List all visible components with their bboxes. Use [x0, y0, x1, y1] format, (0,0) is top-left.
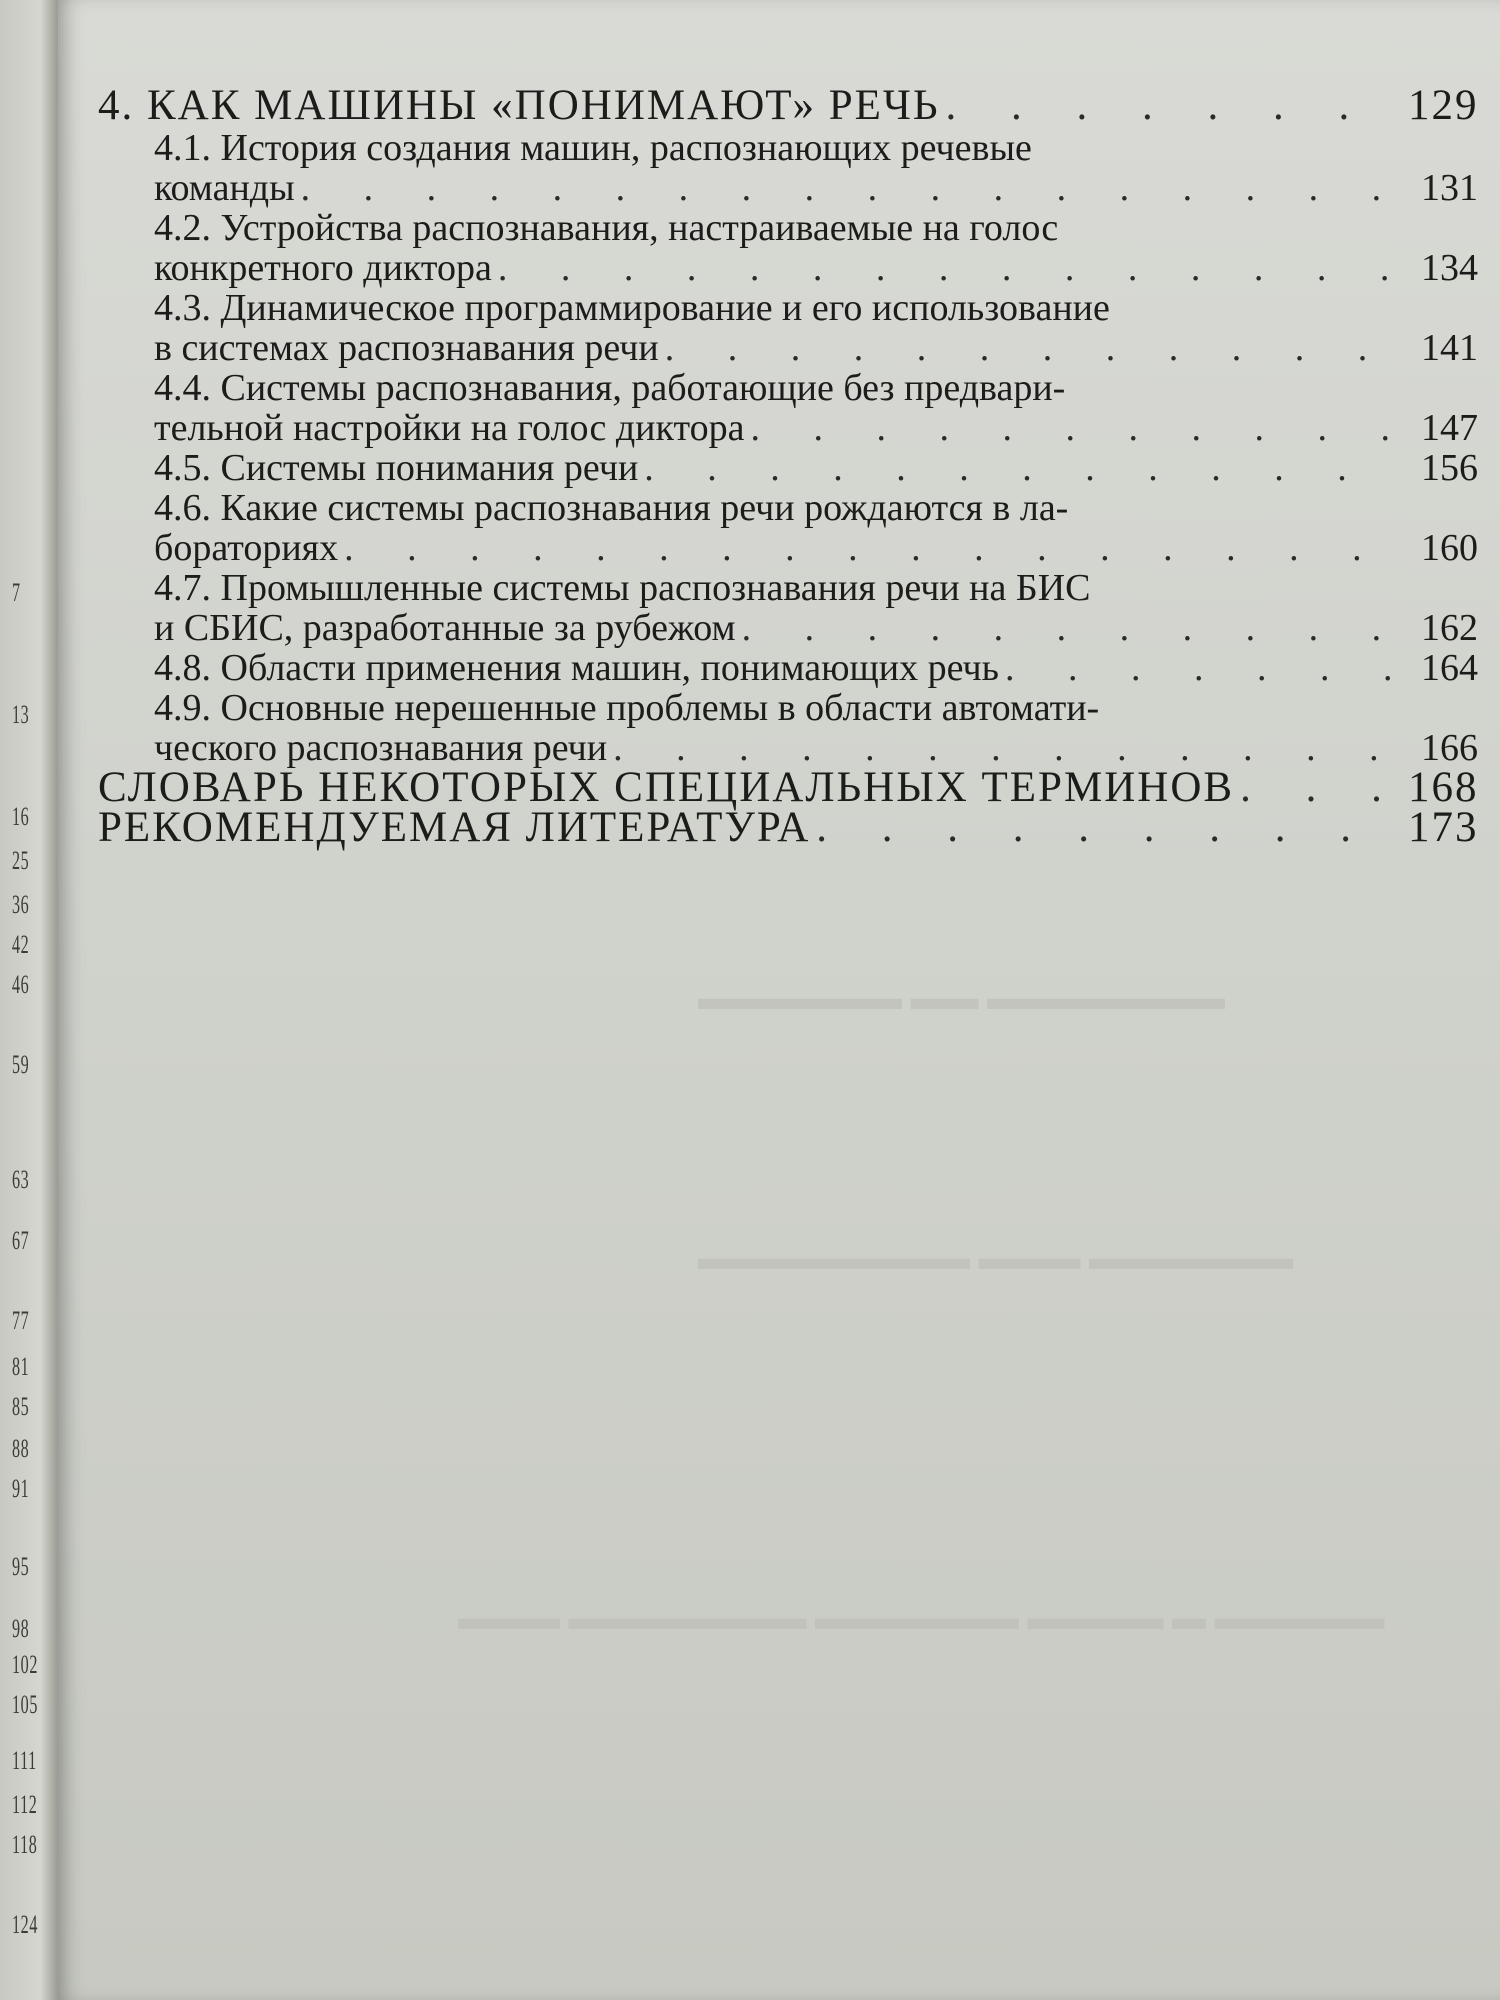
toc-entry-4-4-cont	[98, 408, 1478, 448]
gutter-number: 67	[12, 1226, 30, 1255]
gutter-number: 98	[12, 1614, 30, 1643]
glossary-title: СЛОВАРЬ НЕКОТОРЫХ СПЕЦИАЛЬНЫХ ТЕРМИНОВ	[98, 764, 1235, 811]
dot-leader	[344, 528, 1402, 568]
gutter-number: 59	[12, 1050, 30, 1079]
toc-entry-4-6	[98, 488, 1478, 528]
page-number: 129	[1408, 82, 1479, 129]
entry-line-1: 4.2. Устройства распознавания, настраиваемые на голос	[154, 207, 1059, 249]
book-page	[58, 0, 1500, 2000]
facing-page-edge	[0, 0, 58, 2000]
page-number: 141	[1421, 327, 1478, 369]
toc-entry-4-5	[98, 448, 1478, 488]
page-number: 160	[1421, 527, 1478, 569]
page-number: 131	[1421, 167, 1478, 209]
gutter-number: 63	[12, 1165, 30, 1194]
entry-line-1: 4.6. Какие системы распознавания речи рождаются в ла-	[154, 487, 1069, 529]
gutter-number: 88	[12, 1434, 30, 1463]
gutter-number: 81	[12, 1352, 30, 1381]
entry-line-1: 4.4. Системы распознавания, работающие без предвари-	[154, 367, 1066, 409]
dot-leader	[665, 328, 1402, 368]
gutter-number: 85	[12, 1392, 30, 1421]
gutter-number: 36	[12, 890, 30, 919]
show-through-text: ▬▬▬▬▬▬ ▬▬▬ ▬▬▬▬▬▬▬▬	[698, 1240, 1293, 1277]
toc-literature	[98, 804, 1479, 851]
page-number: 164	[1421, 647, 1478, 689]
dot-leader	[750, 408, 1402, 448]
show-through-text: ▬▬▬▬▬ ▬ ▬▬▬▬ ▬▬▬▬▬▬ ▬▬▬▬▬▬▬ ▬▬▬	[458, 1600, 1385, 1637]
dot-leader	[1240, 768, 1402, 808]
dot-leader	[301, 168, 1402, 208]
entry-line-1: 4.1. История создания машин, распознающих речевые	[154, 127, 1032, 169]
dot-leader	[644, 448, 1402, 488]
entry-line-2: команды	[154, 167, 295, 209]
dot-leader	[742, 608, 1402, 648]
page-number: 156	[1421, 447, 1478, 489]
gutter-number: 7	[12, 578, 21, 607]
toc-entry-4-3-cont	[98, 328, 1478, 368]
toc-entry-4-9-cont	[98, 728, 1478, 768]
gutter-number: 105	[12, 1690, 39, 1719]
page-number: 134	[1421, 247, 1478, 289]
toc-entry-4-1-cont	[98, 168, 1478, 208]
entry-line-2: тельной настройки на голос диктора	[154, 407, 745, 449]
toc-glossary	[98, 764, 1479, 811]
table-of-contents	[98, 82, 1479, 851]
page-number: 162	[1421, 607, 1478, 649]
gutter-number: 91	[12, 1474, 30, 1503]
entry-line-1: 4.8. Области применения машин, понимающих речь	[154, 647, 999, 689]
dot-leader	[946, 86, 1402, 126]
entry-line-2: и СБИС, разработанные за рубежом	[154, 607, 736, 649]
toc-entry-4-3	[98, 288, 1478, 328]
show-through-text: ▬▬▬▬▬▬▬ ▬▬ ▬▬▬▬▬▬	[698, 980, 1225, 1017]
entry-line-1: 4.7. Промышленные системы распознавания речи на БИС	[154, 567, 1091, 609]
toc-chapter-heading	[98, 82, 1479, 129]
page-number: 168	[1408, 764, 1479, 811]
gutter-number: 77	[12, 1306, 30, 1335]
dot-leader	[816, 808, 1402, 848]
gutter-number: 13	[12, 700, 30, 729]
gutter-number: 25	[12, 846, 30, 875]
dot-leader	[613, 728, 1402, 768]
page-number: 147	[1421, 407, 1478, 449]
toc-entry-4-8	[98, 648, 1478, 688]
entry-line-2: конкретного диктора	[154, 247, 492, 289]
toc-entry-4-2-cont	[98, 248, 1478, 288]
gutter-number: 102	[12, 1650, 39, 1679]
gutter-number: 95	[12, 1552, 30, 1581]
toc-entry-4-7-cont	[98, 608, 1478, 648]
toc-entry-4-2	[98, 208, 1478, 248]
page-number: 173	[1408, 804, 1479, 851]
gutter-number: 46	[12, 970, 30, 999]
entry-line-1: 4.9. Основные нерешенные проблемы в области автомати-	[154, 687, 1100, 729]
literature-title: РЕКОМЕНДУЕМАЯ ЛИТЕРАТУРА	[98, 804, 811, 851]
page-number: 166	[1421, 727, 1478, 769]
chapter-title: 4. КАК МАШИНЫ «ПОНИМАЮТ» РЕЧЬ	[98, 82, 940, 129]
gutter-number: 111	[12, 1746, 37, 1775]
gutter-number: 124	[12, 1910, 39, 1939]
gutter-number: 42	[12, 930, 30, 959]
entry-line-2: в системах распознавания речи	[154, 327, 659, 369]
dot-leader	[1005, 648, 1402, 688]
entry-line-1: 4.3. Динамическое программирование и его использование	[154, 287, 1110, 329]
gutter-number: 112	[12, 1790, 38, 1819]
toc-entry-4-6-cont	[98, 528, 1478, 568]
toc-entry-4-9	[98, 688, 1478, 728]
gutter-number: 16	[12, 802, 30, 831]
gutter-number: 118	[12, 1830, 38, 1859]
entry-line-2: ческого распознавания речи	[154, 727, 608, 769]
dot-leader	[498, 248, 1402, 288]
toc-entry-4-7	[98, 568, 1478, 608]
toc-entry-4-4	[98, 368, 1478, 408]
toc-entry-4-1	[98, 128, 1478, 168]
entry-line-1: 4.5. Системы понимания речи	[154, 447, 639, 489]
entry-line-2: бораториях	[154, 527, 339, 569]
